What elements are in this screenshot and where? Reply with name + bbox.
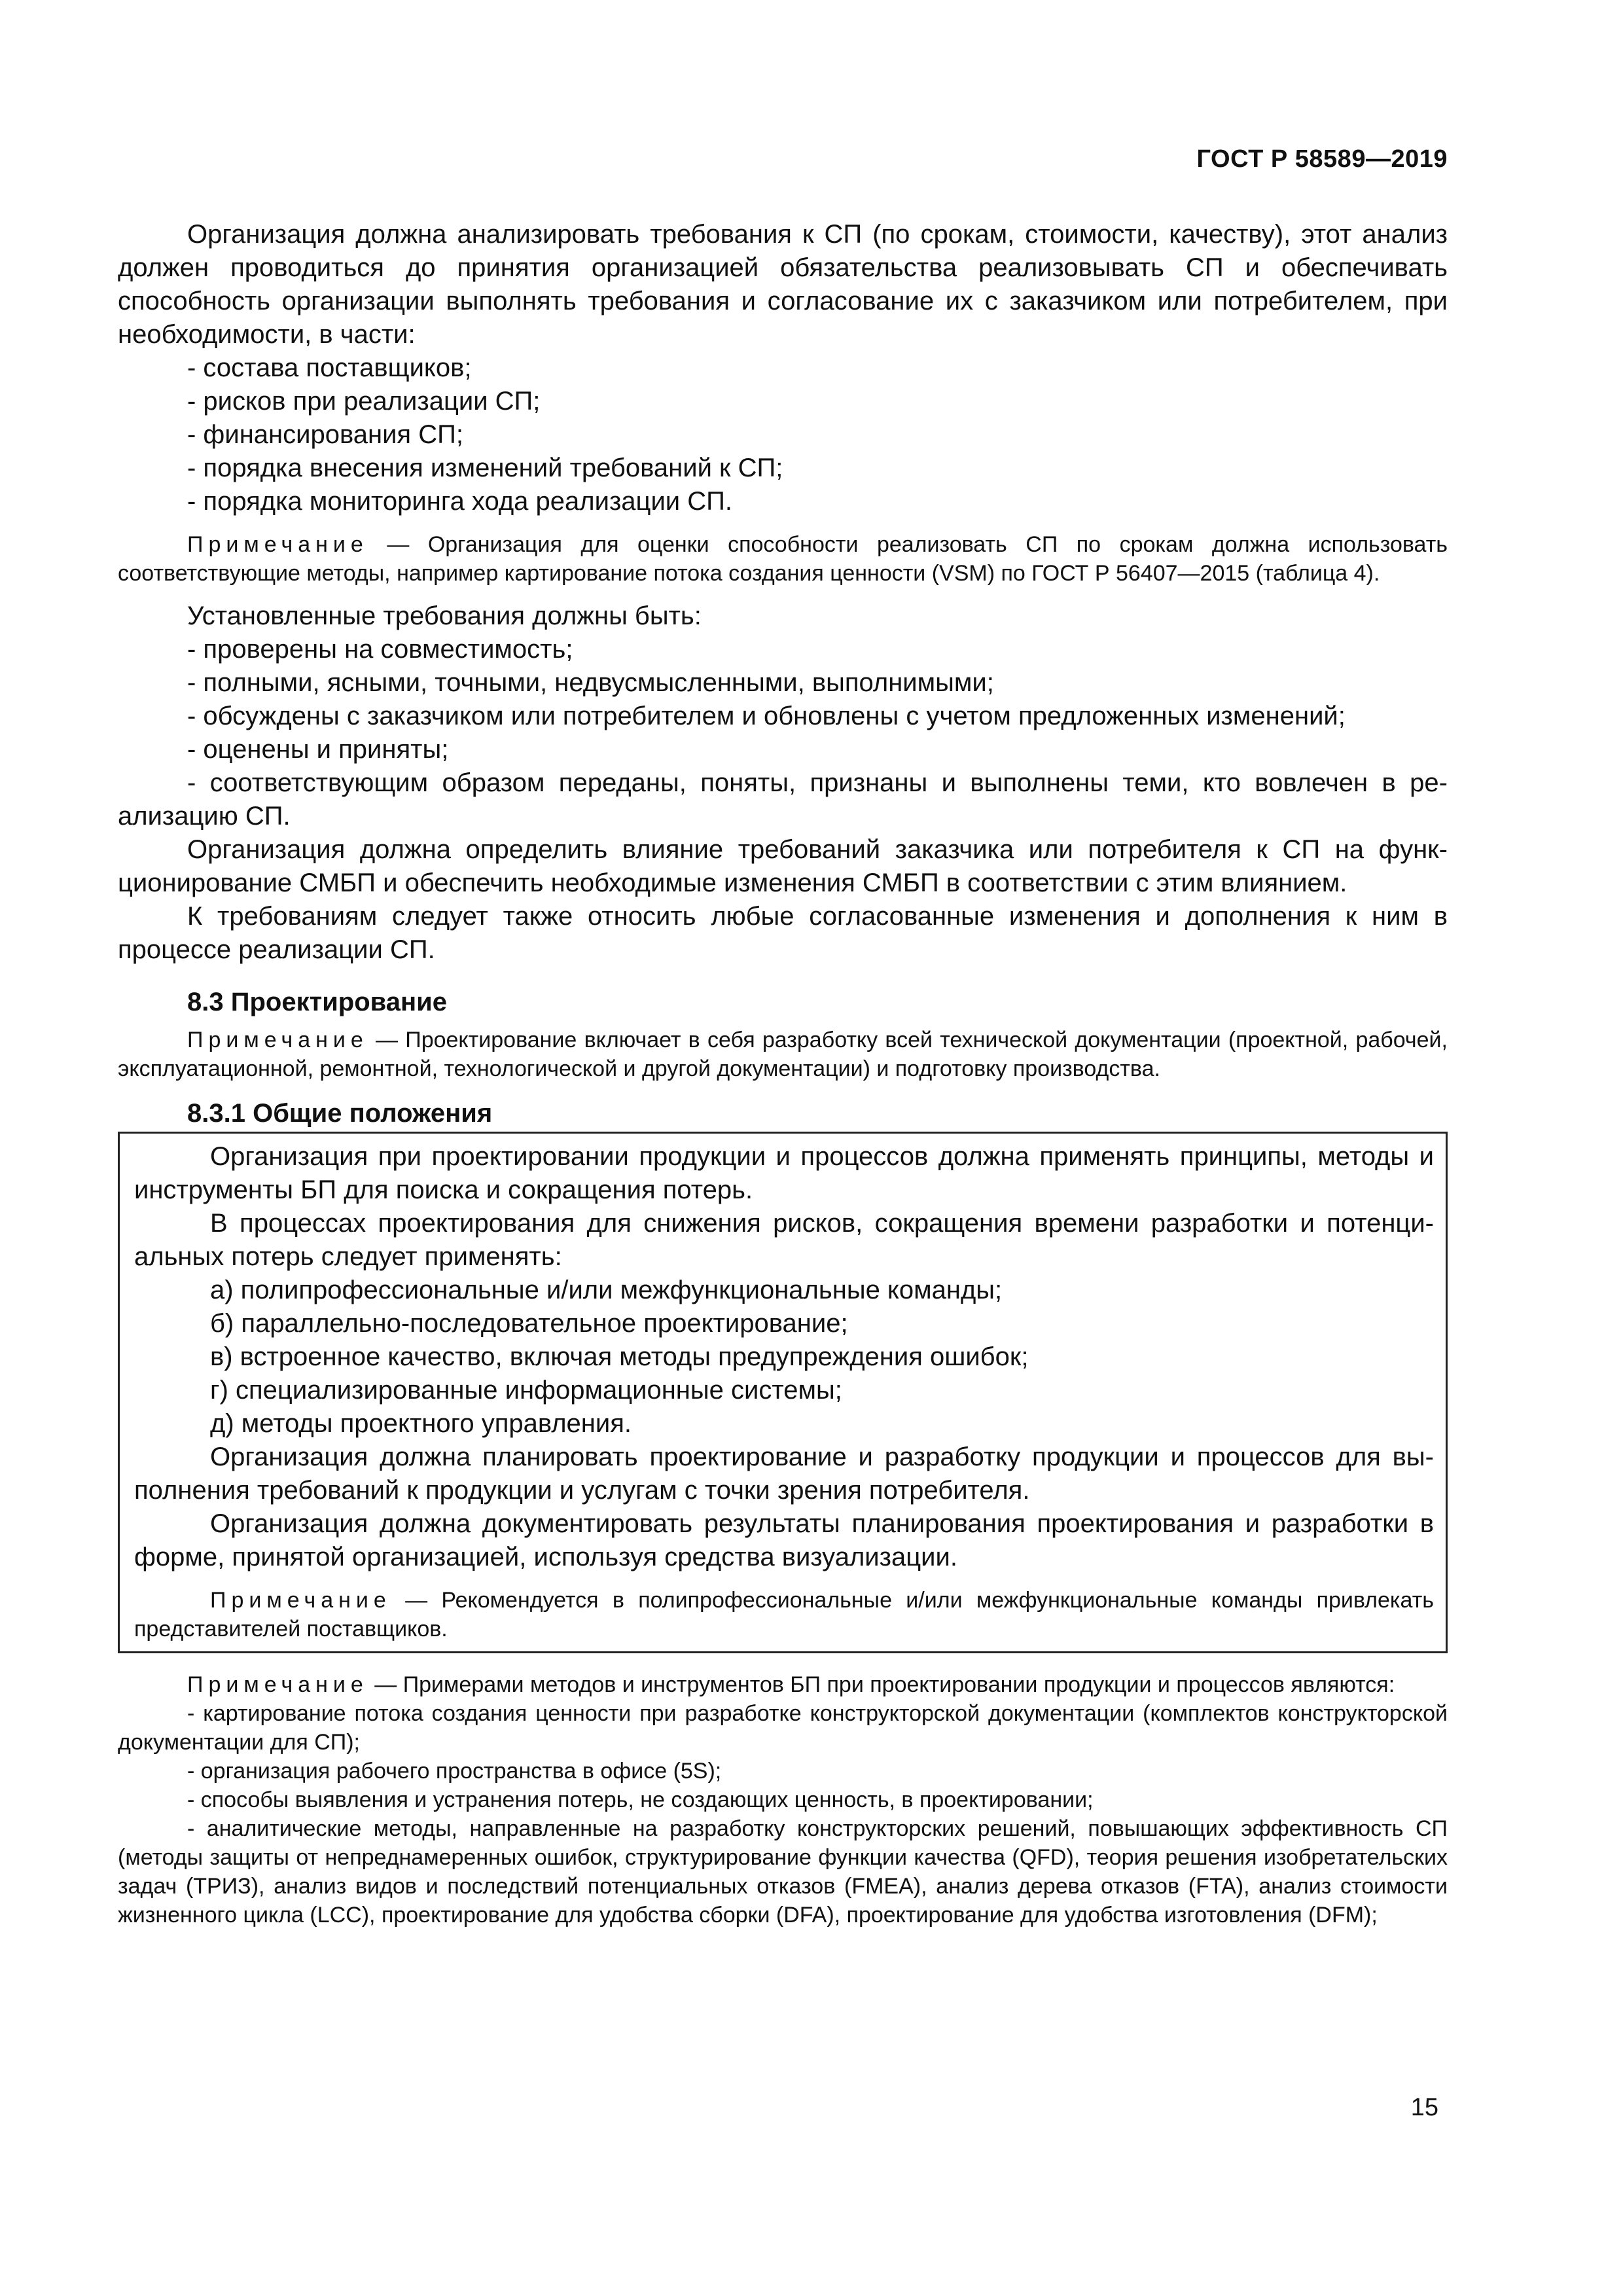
note-label: Примечание	[187, 1028, 368, 1052]
note-text: — Организация для оценки способности реализовать СП по срокам должна использовать соответствующие методы, например картирование потока создания ценности (VSM) по ГОСТ Р 56407—2015 (таблица 4).	[118, 532, 1448, 586]
established-item: - полными, ясными, точными, недвусмысленными, выполнимыми;	[187, 668, 994, 697]
note-label: Примечание	[210, 1588, 391, 1613]
box-paragraph: Организация должна планировать проектирование и разработку продукции и процессов для выполнения требований к продукции и услугам с точки зрения потребителя.	[134, 1443, 1434, 1505]
influence-paragraph: Организация должна определить влияние требований заказчика или потребителя к СП на функционирование СМБП и обеспечить необходимые изменения СМБП в соответствии с этим влиянием.	[118, 835, 1448, 897]
requirements-note	[118, 530, 1448, 588]
box-note	[134, 1586, 1434, 1643]
boxed-requirements	[118, 1132, 1448, 1653]
established-intro: Установленные требования должны быть:	[187, 601, 702, 630]
box-list-item: г) специализированные информационные системы;	[210, 1376, 842, 1405]
tail-note-item: - способы выявления и устранения потерь, не создающих ценность, в проектировании;	[187, 1787, 1094, 1812]
document-header: ГОСТ Р 58589—2019	[1196, 145, 1448, 173]
tail-note-item: - организация рабочего пространства в офисе (5S);	[187, 1759, 722, 1784]
established-item: - оценены и приняты;	[187, 735, 449, 764]
box-paragraph: Организация должна документировать результаты планирования проектирования и разработки в форме, принятой организацией, используя средства визуализации.	[134, 1509, 1434, 1571]
note-text: — Проектирование включает в себя разработку всей технической документации (проектной, рабочей, эксплуатационной, ремонтной, технологической и другой документации) и подготовку производства.	[118, 1028, 1448, 1081]
changes-paragraph: К требованиям следует также относить любые согласованные изменения и дополнения к ним в процессе реализации СП.	[118, 902, 1448, 964]
tail-note-item: - аналитические методы, направленные на разработку конструкторских решений, повышающих эффективность СП (методы защиты от непреднамеренных ошибок, структурирование функции качества (QFD), теория решения изобретательских задач (ТРИЗ), анализ видов и последствий потенциальных отказов (FMEA), анализ дерева отказов (FTA), анализ стоимости жизненного цикла (LCC), проектирование для удобства сборки (DFA), проектирование для удобства изготовления (DFM);	[118, 1816, 1448, 1928]
note-text: — Примерами методов и инструментов БП при проектировании продукции и процессов являются:	[368, 1672, 1395, 1697]
established-item: - соответствующим образом переданы, поняты, признаны и выполнены теми, кто вовлечен в реализацию СП.	[118, 768, 1448, 831]
established-item: - обсуждены с заказчиком или потребителем и обновлены с учетом предложенных изменений;	[187, 702, 1346, 730]
note-label: Примечание	[187, 532, 368, 557]
requirements-item: - порядка внесения изменений требований к СП;	[187, 454, 783, 482]
note-text: — Рекомендуется в полипрофессиональные и/или межфункциональные команды привлекать представителей поставщиков.	[134, 1588, 1434, 1641]
box-paragraph: В процессах проектирования для снижения рисков, сокращения времени разработки и потенциальных потерь следует применять:	[134, 1209, 1434, 1271]
requirements-item: - состава поставщиков;	[187, 353, 472, 382]
tail-note	[118, 1670, 1448, 1699]
box-paragraph: Организация при проектировании продукции и процессов должна применять принципы, методы и инструменты БП для поиска и сокращения потерь.	[134, 1142, 1434, 1204]
subsection-heading: 8.3.1 Общие положения	[187, 1099, 493, 1128]
box-list-item: в) встроенное качество, включая методы предупреждения ошибок;	[210, 1342, 1029, 1371]
box-list-item: а) полипрофессиональные и/или межфункциональные команды;	[210, 1276, 1003, 1304]
tail-note-item: - картирование потока создания ценности при разработке конструкторской документации (комплектов конструкторской документации для СП);	[118, 1701, 1448, 1755]
box-list-item: д) методы проектного управления.	[210, 1409, 632, 1438]
page-number: 15	[1410, 2094, 1438, 2121]
requirements-intro: Организация должна анализировать требования к СП (по срокам, стоимости, качеству), этот анализ должен проводиться до принятия организацией обязательства реализовывать СП и обеспечивать способность организации выполнять требования и согласование их с заказчиком или потребителем, при необходимости, в части:	[118, 220, 1448, 349]
document-body	[118, 218, 1448, 1929]
established-item: - проверены на совместимость;	[187, 635, 573, 664]
requirements-item: - рисков при реализации СП;	[187, 387, 541, 416]
requirements-item: - финансирования СП;	[187, 420, 463, 449]
design-note	[118, 1026, 1448, 1083]
requirements-item: - порядка мониторинга хода реализации СП.	[187, 487, 733, 516]
box-list-item: б) параллельно-последовательное проектирование;	[210, 1309, 848, 1338]
section-heading: 8.3 Проектирование	[187, 988, 447, 1016]
note-label: Примечание	[187, 1672, 368, 1697]
